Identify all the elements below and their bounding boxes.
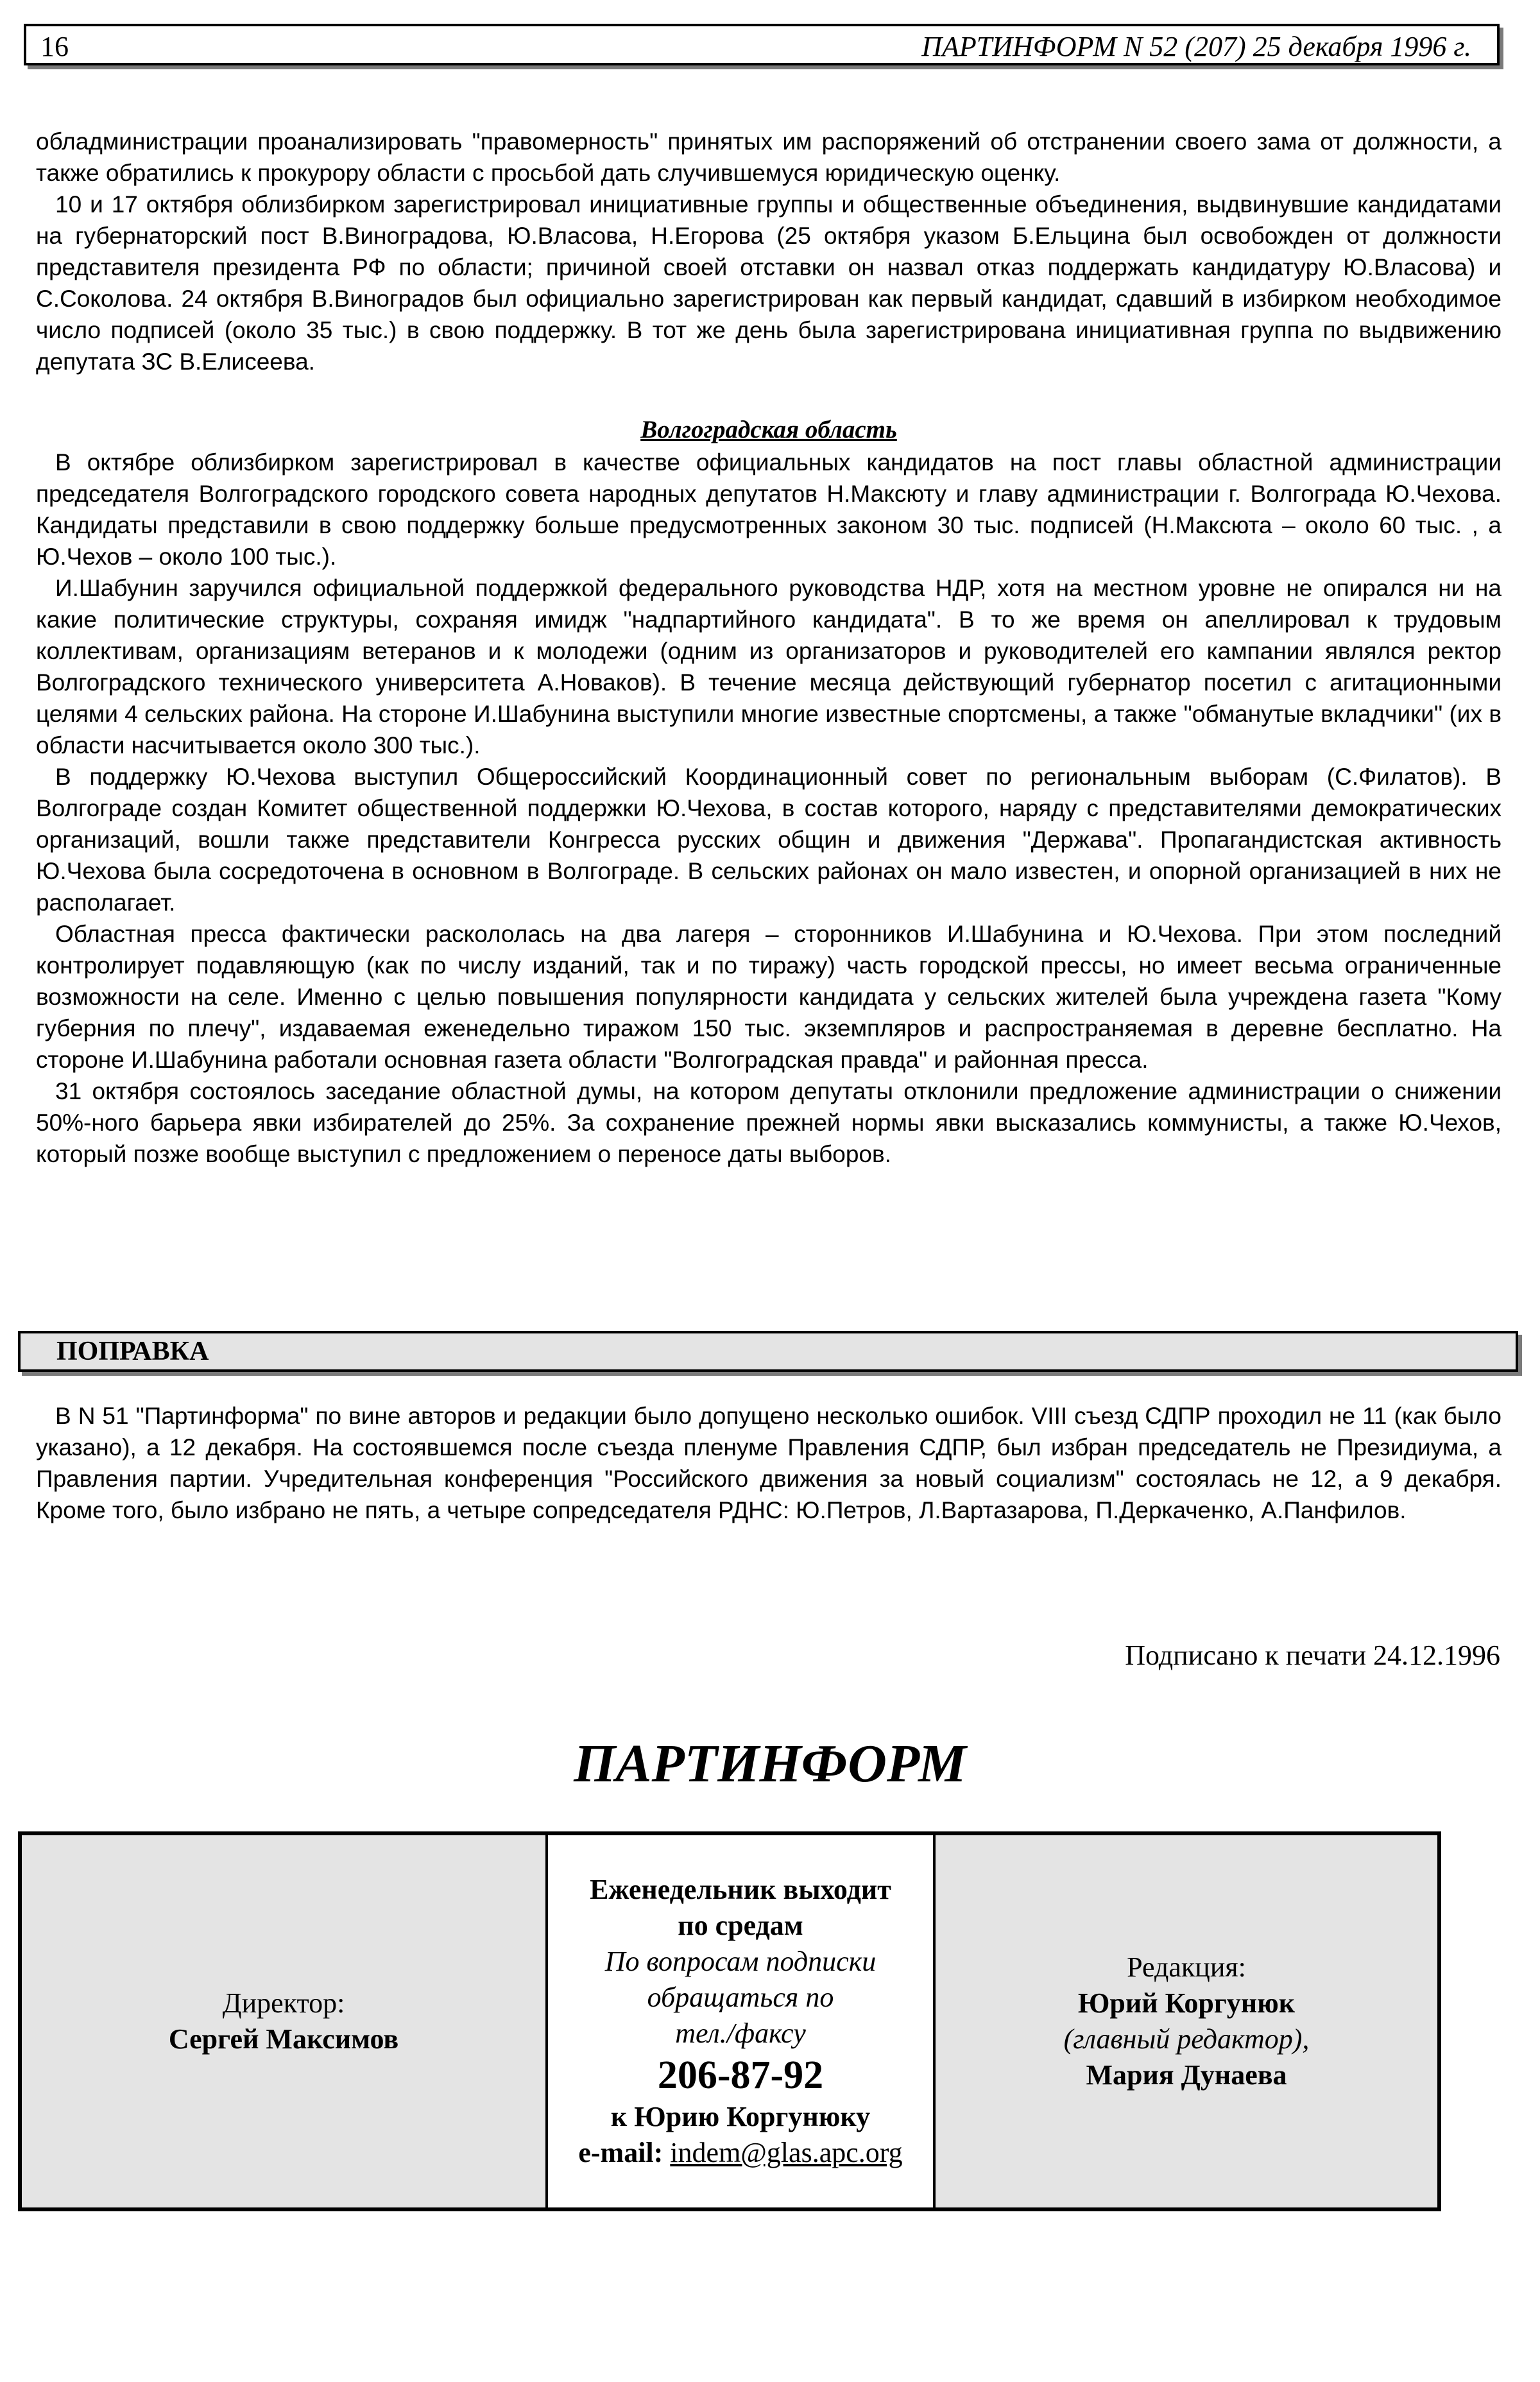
- subscription-line: тел./факсу: [675, 2018, 806, 2049]
- director-cell: [22, 1835, 548, 2207]
- section-paragraph: Областная пресса фактически раскололась на два лагеря – сторонников И.Шабунина и Ю.Чехова. При этом последний контролирует подавляющую (как по числу изданий, так и по тиражу) часть городской прессы, но имеет весьма ограниченные возможности на селе. Именно с целью повышения популярности кандидата у сельских жителей была учреждена газета "Кому губерния по плечу", издаваемая еженедельно тиражом 150 тыс. экземпляров и распространяемая в деревне бесплатно. На стороне И.Шабунина работали основная газета области "Волгоградская правда" и районная пресса.: [36, 921, 1502, 1073]
- subscription-line: По вопросам подписки: [604, 1946, 877, 1977]
- editor-name: Юрий Коргунюк: [1077, 1987, 1296, 2019]
- email-label: e-mail:: [578, 2137, 663, 2168]
- section-paragraph: В поддержку Ю.Чехова выступил Общероссийский Координационный совет по региональным выборам (С.Филатов). В Волгограде создан Комитет общественной поддержки Ю.Чехова, в состав которого, наряду с представителями демократических организаций, вошли также представители Конгресса русских общин и движения "Держава". Пропагандистская активность Ю.Чехова была сосредоточена в основном в Волгограде. В сельских районах он мало известен, и опорной организацией в них не располагает.: [36, 764, 1502, 916]
- contact-person: к Юрию Коргунюку: [610, 2101, 871, 2132]
- intro-paragraph: 10 и 17 октября облизбирком зарегистрировал инициативные группы и общественные объединения, выдвинувшие кандидатами на губернаторский пост В.Виноградова, Ю.Власова, Н.Егорова (25 октября указом Б.Ельцина был освобожден от должности представителя президента РФ по области; причиной своей отставки он назвал отказ поддержать кандидатуру Ю.Власова) и С.Соколова. 24 октября В.Виноградов был официально зарегистрирован как первый кандидат, сдавший в избирком необходимое число подписей (около 35 тыс.) в свою поддержку. В тот же день была зарегистрирована инициативная группа по выдвижению депутата ЗС В.Елисеева.: [36, 191, 1502, 375]
- editor2-name: Мария Дунаева: [1086, 2059, 1287, 2091]
- weekly-line: Еженедельник выходит: [590, 1874, 891, 1905]
- intro-paragraph: обладминистрации проанализировать "правомерность" принятых им распоряжений об отстранении своего зама от должности, а также обратились к прокурору области с просьбой дать случившемуся юридическую оценку.: [36, 128, 1502, 186]
- issue-line: ПАРТИНФОРМ N 52 (207) 25 декабря 1996 г.: [921, 31, 1471, 62]
- editor-role: (главный редактор),: [1063, 2023, 1310, 2055]
- intro-text: [36, 126, 1502, 377]
- editorial-cell: [936, 1835, 1437, 2207]
- email-line: [578, 2135, 902, 2171]
- section-title: Волгоградская область: [640, 416, 897, 443]
- correction-title: ПОПРАВКА: [56, 1337, 209, 1366]
- section-text: [36, 447, 1502, 1170]
- correction-text: В N 51 "Партинформа" по вине авторов и редакции было допущено несколько ошибок. VIII съезд СДПР проходил не 11 (как было указано), а 12 декабря. На состоявшемся после съезда пленуме Правления СДПР, был избран председатель не Президиума, а Правления партии. Учредительная конференция "Российского движения за новый социализм" состоялась не 12, а 9 декабря. Кроме того, было избрано не пять, а четыре сопредседателя РДНС: Ю.Петров, Л.Вартазарова, П.Деркаченко, А.Панфилов.: [36, 1403, 1502, 1523]
- page-number: 16: [40, 31, 69, 62]
- page-header: [24, 24, 1500, 65]
- correction-header: [18, 1331, 1518, 1372]
- section-paragraph: В октябре облизбирком зарегистрировал в качестве официальных кандидатов на пост главы областной администрации председателя Волгоградского городского совета народных депутатов Н.Максюту и главу администрации г. Волгограда Ю.Чехова. Кандидаты представили в свою поддержку больше предусмотренных законом 30 тыс. подписей (Н.Максюта – около 60 тыс. , а Ю.Чехов – около 100 тыс.).: [36, 449, 1502, 570]
- email-link[interactable]: indem@glas.apc.org: [670, 2137, 903, 2168]
- director-name: Сергей Максимов: [168, 2023, 399, 2055]
- correction-text-block: [36, 1400, 1502, 1526]
- subscription-cell: [548, 1835, 936, 2207]
- masthead-title: ПАРТИНФОРМ: [574, 1734, 966, 1794]
- director-label: Директор:: [222, 1987, 345, 2019]
- weekly-day: по средам: [678, 1910, 803, 1941]
- subscription-line: обращаться по: [647, 1982, 834, 2013]
- section-paragraph: 31 октября состоялось заседание областной думы, на котором депутаты отклонили предложение администрации о снижении 50%-ного барьера явки избирателей до 25%. За сохранение прежней нормы явки высказались коммунисты, а также Ю.Чехов, который позже вообще выступил с предложением о переносе даты выборов.: [36, 1078, 1502, 1167]
- signed-date: Подписано к печати 24.12.1996: [1125, 1640, 1500, 1671]
- phone-number: 206-87-92: [657, 2053, 824, 2097]
- section-paragraph: И.Шабунин заручился официальной поддержкой федерального руководства НДР, хотя на местном уровне не опирался ни на какие политические структуры, сохраняя имидж "надпартийного кандидата". В то же время он апеллировал к трудовым коллективам, организациям ветеранов и к молодежи (одним из организаторов и руководителей его кампании являлся ректор Волгоградского технического университета А.Новаков). В течение месяца действующий губернатор посетил с агитационными целями 4 сельских района. На стороне И.Шабунина выступили многие известные спортсмены, а также "обманутые вкладчики" (их в области насчитывается около 300 тыс.).: [36, 575, 1502, 758]
- editorial-label: Редакция:: [1127, 1951, 1246, 1983]
- imprint-table: [18, 1831, 1441, 2211]
